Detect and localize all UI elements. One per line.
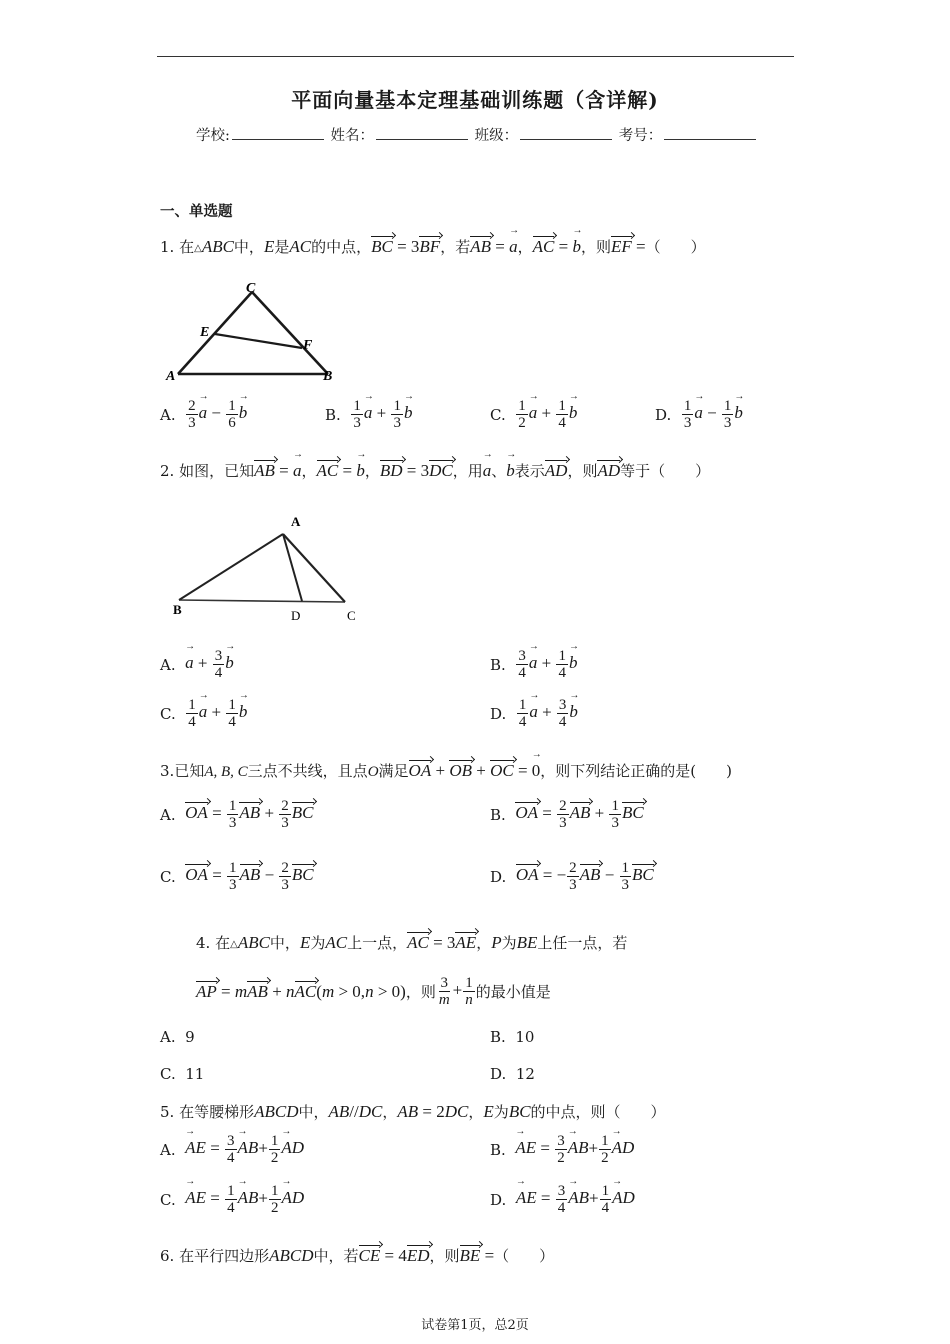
q1-text: 的中点，	[311, 238, 372, 256]
q1-text: ，则	[580, 238, 611, 256]
q4-math: AC	[325, 933, 348, 952]
fig1-label-b: B	[323, 369, 333, 384]
q6-number: 6.	[160, 1247, 175, 1265]
q1-math: AB = a →	[470, 237, 517, 256]
q3-text: 三点不共线，且点	[247, 762, 368, 780]
question-4: 4. 在△ABC中，E为AC上一点，AC = 3AE，P为BE上任一点，若	[196, 933, 628, 952]
question-2: 2. 如图，已知AB = a →，AC = b →，BD = 3DC，用a →、b →表示AD，则AD等于（ ）	[160, 460, 710, 481]
top-rule	[157, 56, 794, 57]
fig1-label-f: F	[303, 338, 313, 353]
q5-option-b[interactable]: B. AE → = $\frac{3}{2}$ AB →+ $\frac{1}{2}$ AD →	[490, 1133, 634, 1166]
q3-option-d[interactable]: D. OA = − $\frac{2}{3}$ AB − $\frac{1}{3}$ BC	[490, 860, 654, 893]
option-label: D.	[490, 1190, 507, 1209]
option-label: A.	[160, 805, 176, 824]
fig2-label-d: D	[291, 608, 301, 623]
fig1-label-e: E	[200, 325, 210, 340]
option-label: C.	[160, 704, 176, 723]
option-value: 12	[515, 1065, 535, 1083]
q1-math: AC	[289, 237, 312, 256]
q4-text: 在	[215, 934, 231, 952]
q3-option-c[interactable]: C. OA = $\frac{1}{3}$ AB − $\frac{2}{3}$ BC	[160, 860, 314, 893]
q4-math: E	[299, 933, 311, 952]
question-4-line-2	[196, 975, 551, 1008]
q5-text: 的中点，则（ ）	[530, 1103, 666, 1121]
q2-math: a →	[483, 461, 492, 480]
q2-text: 等于（ ）	[620, 462, 711, 480]
q2-text: 、	[491, 462, 507, 480]
number-label: 考号：	[618, 128, 663, 144]
q1-option-b[interactable]: B. $\frac{1}{3}$ a → + $\frac{1}{3}$ b →	[325, 398, 412, 431]
q2-text: 如图，已知	[179, 462, 255, 480]
q1-math: EF =	[610, 237, 646, 256]
q1-math: AC = b →	[533, 237, 581, 256]
q5-math: ABCD	[254, 1102, 299, 1121]
class-label: 班级：	[474, 128, 519, 144]
q3-text: 满足	[378, 762, 409, 780]
q4-math: AP = mAB + nAC(m > 0,n > 0)	[196, 981, 406, 1001]
q1-math: ABC	[201, 237, 234, 256]
q2-math: AD	[544, 461, 568, 480]
school-blank[interactable]	[232, 127, 324, 140]
q4-text: 的最小值是	[475, 983, 551, 1001]
q5-text: 中，	[298, 1103, 329, 1121]
q2-text: ，用	[452, 462, 483, 480]
fig2-label-a: A	[291, 514, 301, 529]
q5-option-d[interactable]: D. AE → = $\frac{3}{4}$ AB →+ $\frac{1}{4}$ AD →	[490, 1183, 635, 1216]
q4-text: 为	[310, 934, 326, 952]
class-blank[interactable]	[520, 127, 612, 140]
q1-text: （ ）	[645, 238, 706, 256]
q6-text: 中，若	[313, 1247, 359, 1265]
q4-math: $\frac{3}{m}$ + $\frac{1}{n}$	[438, 975, 473, 1008]
q4-number: 4.	[196, 934, 211, 952]
q6-math: ABCD	[269, 1246, 314, 1265]
q2-number: 2.	[160, 462, 175, 480]
name-blank[interactable]	[376, 127, 468, 140]
q2-triangle-figure	[165, 510, 375, 625]
q2-math: AC = b →	[317, 461, 365, 480]
option-label: A.	[160, 405, 176, 424]
option-label: D.	[655, 405, 672, 424]
option-value: 11	[185, 1065, 205, 1083]
q1-math: BC = 3BF	[371, 237, 441, 256]
q1-number: 1.	[160, 238, 175, 256]
q3-text: ，则下列结论正确的是( )	[540, 762, 733, 780]
q5-math: AB//DC	[328, 1102, 383, 1121]
triangle-symbol: △	[230, 939, 238, 950]
q2-option-a[interactable]: A. a → + $\frac{3}{4}$ b →	[160, 648, 234, 681]
q6-text: 在平行四边形	[179, 1247, 270, 1265]
option-label: B.	[490, 1140, 506, 1159]
option-value: 9	[185, 1028, 195, 1046]
q6-text: （ ）	[494, 1247, 555, 1265]
q1-math: E	[263, 237, 275, 256]
school-label: 学校:	[196, 128, 230, 144]
q2-text: ，则	[567, 462, 598, 480]
option-label: D.	[490, 867, 507, 886]
q4-text: ，则	[405, 983, 436, 1001]
q2-math: BD = 3DC	[379, 461, 453, 480]
q2-math: AD	[597, 461, 621, 480]
q5-text: 为	[493, 1103, 509, 1121]
option-label: D.	[490, 704, 507, 723]
q2-option-c[interactable]: C. $\frac{1}{4}$ a → + $\frac{1}{4}$ b →	[160, 697, 247, 730]
q5-math: E	[483, 1102, 494, 1121]
page-title: 平面向量基本定理基础训练题（含详解)	[291, 88, 659, 112]
q6-text: ，则	[429, 1247, 460, 1265]
q2-option-d[interactable]: D. $\frac{1}{4}$ a → + $\frac{3}{4}$ b →	[490, 697, 578, 730]
option-label: C.	[490, 405, 506, 424]
option-value: 10	[515, 1028, 535, 1046]
q1-text: 在	[179, 238, 195, 256]
option-label: B.	[490, 805, 506, 824]
q4-option-c[interactable]	[160, 1065, 204, 1083]
option-label: A.	[160, 1028, 176, 1046]
option-label: B.	[325, 405, 341, 424]
q5-option-a[interactable]: A. AE → = $\frac{3}{4}$ AB →+ $\frac{1}{2}$ AD →	[160, 1133, 304, 1166]
q1-option-a[interactable]: A. $\frac{2}{3}$ a → − $\frac{1}{6}$ b →	[160, 398, 247, 431]
number-blank[interactable]	[664, 127, 756, 140]
triangle-symbol: △	[194, 243, 202, 254]
q4-text: 为	[501, 934, 517, 952]
fig2-label-b: B	[173, 602, 182, 617]
q2-math: AB = a →	[254, 461, 301, 480]
q4-text: 中，	[269, 934, 300, 952]
q4-text: 上任一点，若	[537, 934, 628, 952]
q1-triangle-figure	[160, 276, 350, 388]
student-info-line	[196, 124, 758, 145]
q4-math: P	[491, 933, 502, 952]
q3-math: OA + OB + OC = 0 →	[409, 761, 541, 780]
option-label: C.	[160, 1190, 176, 1209]
q5-math: BC	[508, 1102, 531, 1121]
q5-option-c[interactable]: C. AE → = $\frac{1}{4}$ AB →+ $\frac{1}{2}$ AD →	[160, 1183, 304, 1216]
fig1-label-a: A	[166, 369, 176, 384]
option-label: A.	[160, 655, 176, 674]
question-3	[160, 760, 732, 781]
q5-text: 在等腰梯形	[179, 1103, 255, 1121]
q1-text: 中，	[233, 238, 264, 256]
q2-text: 表示	[514, 462, 545, 480]
q4-math: ABC	[237, 933, 270, 952]
q5-number: 5.	[160, 1103, 175, 1121]
q3-option-a[interactable]: A. OA = $\frac{1}{3}$ AB + $\frac{2}{3}$ BC	[160, 798, 314, 831]
question-6	[160, 1245, 554, 1266]
q4-math: BE	[516, 933, 538, 952]
q3-points: A, B, C	[204, 764, 248, 780]
option-label: B.	[490, 1028, 506, 1046]
q4-option-d[interactable]	[490, 1065, 535, 1083]
fig1-label-c: C	[246, 281, 256, 296]
q2-option-b[interactable]: B. $\frac{3}{4}$ a → + $\frac{1}{4}$ b →	[490, 648, 577, 681]
page-footer: 试卷第1页，总2页	[421, 1318, 529, 1333]
option-label: D.	[490, 1065, 507, 1083]
q4-math: AC = 3AE	[407, 933, 477, 952]
option-label: B.	[490, 655, 506, 674]
question-5: 5. 在等腰梯形ABCD中，AB//DC，AB = 2DC，E为BC的中点，则（ ）	[160, 1102, 666, 1121]
q4-text: 上一点，	[347, 934, 408, 952]
question-1: 1. 在△ABC中，E是AC的中点，BC = 3BF，若AB = a →，AC = b →，则EF =（ ）	[160, 236, 706, 257]
q2-math: b →	[506, 461, 515, 480]
q4-option-b[interactable]	[490, 1028, 534, 1046]
q3-text: 已知	[174, 762, 205, 780]
q1-option-d[interactable]: D. $\frac{1}{3}$ a → − $\frac{1}{3}$ b →	[655, 398, 743, 431]
q5-math: AB = 2DC	[397, 1102, 469, 1121]
q1-option-c[interactable]: C. $\frac{1}{2}$ a → + $\frac{1}{4}$ b →	[490, 398, 577, 431]
option-label: A.	[160, 1140, 176, 1159]
q6-math: CE = 4ED	[358, 1246, 430, 1265]
q3-number: 3.	[160, 762, 175, 780]
option-label: C.	[160, 1065, 176, 1083]
fig2-label-c: C	[347, 608, 356, 623]
section-heading: 一、单选题	[160, 203, 233, 220]
q3-option-b[interactable]: B. OA = $\frac{2}{3}$ AB + $\frac{1}{3}$ BC	[490, 798, 644, 831]
q1-text: 是	[274, 238, 290, 256]
q3-point-o: O	[367, 764, 379, 780]
name-label: 姓名：	[330, 128, 374, 144]
q4-option-a[interactable]	[160, 1028, 195, 1046]
q1-text: ，若	[440, 238, 471, 256]
q6-math: BE =	[459, 1246, 495, 1265]
option-label: C.	[160, 867, 176, 886]
